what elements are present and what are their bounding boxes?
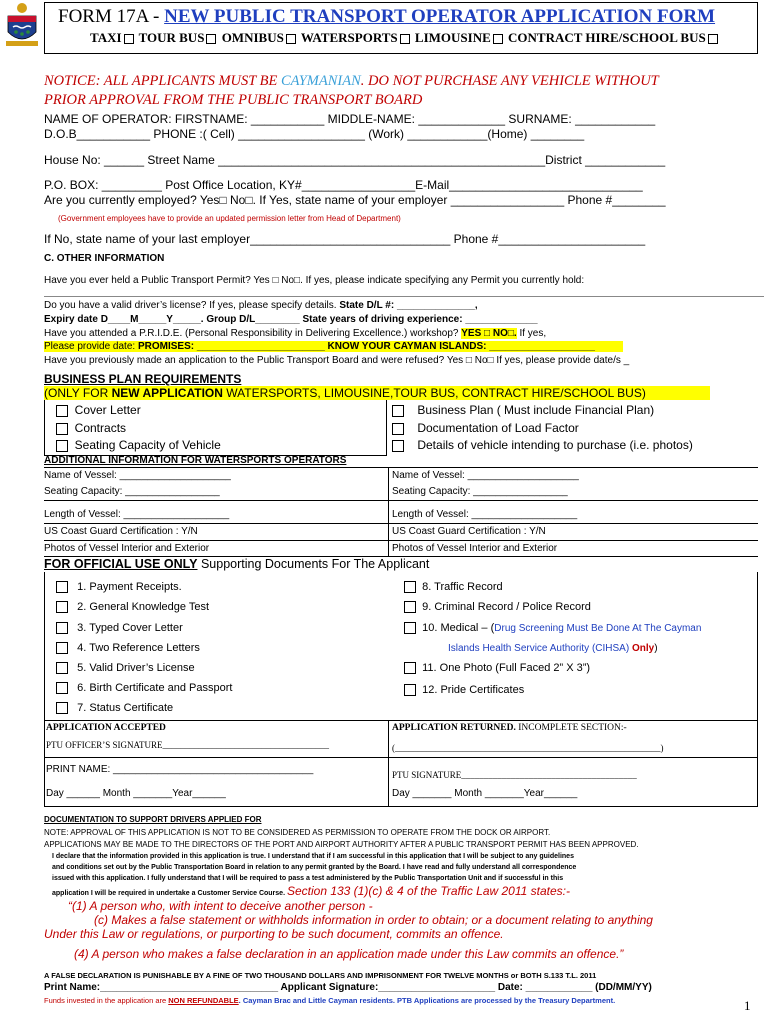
page-number: 1 <box>744 998 751 1013</box>
checkbox-watersports[interactable] <box>400 34 410 44</box>
bp-load-factor[interactable]: Documentation of Load Factor <box>392 421 579 435</box>
doc-photo[interactable]: 11. One Photo (Full Faced 2” X 3”) <box>404 662 590 674</box>
bp-seating-capacity[interactable]: Seating Capacity of Vehicle <box>56 438 221 452</box>
address-line[interactable]: House No: ______ Street Name _________________________________________________District ____________ <box>44 153 666 167</box>
ws-photos-right[interactable]: Photos of Vessel Interior and Exterior <box>392 543 558 554</box>
funds-note: Funds invested in the application are NON REFUNDABLE. Cayman Brac and Little Cayman residents. PTB Applications are processed by the Treasury Department. <box>44 996 616 1005</box>
doc-criminal-record[interactable]: 9. Criminal Record / Police Record <box>404 601 591 613</box>
ws-length-left[interactable]: Length of Vessel: ___________________ <box>44 509 230 520</box>
declaration-3: issued with this application. I fully understand that I will be required to pass a test administered by the Public Transportation Unit and if successful in this <box>52 875 564 882</box>
declaration-2: and conditions set out by the Public Transportation Board in relation to any permit granted by the Board. I have read and fully understand all correspondence <box>52 864 577 871</box>
application-accepted: APPLICATION ACCEPTED <box>46 723 166 733</box>
app-bottom-line <box>44 806 758 807</box>
operator-name-line[interactable]: NAME OF OPERATOR: FIRSTNAME: ___________ MIDDLE-NAME: _____________ SURNAME: ____________ <box>44 112 656 126</box>
ws-seating-left[interactable]: Seating Capacity: _________________ <box>44 486 220 497</box>
ptu-officer-signature[interactable]: PTU OFFICER’S SIGNATURE_____________________________________ <box>46 740 330 750</box>
incomplete-section-field[interactable]: (___________________________________________________________) <box>392 743 664 753</box>
checkbox-limousine[interactable] <box>493 34 503 44</box>
law-line-2: (c) Makes a false statement or withholds information in order to obtain; or a document relating to anything <box>94 913 653 927</box>
bp-business-plan[interactable]: Business Plan ( Must include Financial Plan) <box>392 403 654 417</box>
refused-question[interactable]: Have you previously made an application to the Public Transport Board and were refused? Yes □ No□ If yes, please provide date/s _ <box>44 355 630 366</box>
app-top-line <box>44 720 758 721</box>
law-line-1: “(1) A person who, with intent to deceive another person - <box>68 899 373 913</box>
doc-drivers-license[interactable]: 5. Valid Driver’s License <box>56 662 195 674</box>
doc-knowledge-test[interactable]: 2. General Knowledge Test <box>56 601 209 613</box>
checkbox-taxi[interactable] <box>124 34 134 44</box>
other-info-heading: C. OTHER INFORMATION <box>44 253 165 264</box>
permit-question[interactable]: Have you ever held a Public Transport Permit? Yes □ No□. If yes, please indicate specifying any Permit you currently hold: <box>44 275 585 286</box>
permit-answer-line <box>44 296 764 297</box>
ws-coast-guard-right[interactable]: US Coast Guard Certification : Y/N <box>392 526 546 537</box>
documentation-heading: DOCUMENTATION TO SUPPORT DRIVERS APPLIED FOR <box>44 815 262 824</box>
bp-vehicle-details[interactable]: Details of vehicle intending to purchase (i.e. photos) <box>392 438 693 452</box>
checkbox-omnibus[interactable] <box>286 34 296 44</box>
ptu-signature[interactable]: PTU SIGNATURE_______________________________________ <box>392 770 637 780</box>
ws-row-line-2 <box>44 500 758 501</box>
ws-row-line-1 <box>44 467 758 468</box>
doc-cover-letter[interactable]: 3. Typed Cover Letter <box>56 622 183 634</box>
doc-birth-certificate[interactable]: 6. Birth Certificate and Passport <box>56 682 232 694</box>
business-grid-left <box>44 400 45 456</box>
law-line-4: (4) A person who makes a false declaration in an application made under this Law commits an offence.” <box>74 947 624 961</box>
ws-col-line <box>388 467 389 556</box>
dob-phone-line[interactable]: D.O.B___________ PHONE :( Cell) ___________________ (Work) ____________(Home) ________ <box>44 127 585 141</box>
po-box-email-line[interactable]: P.O. BOX: _________ Post Office Location, KY#_________________E-Mail_____________________________ <box>44 178 643 192</box>
cayman-coat-of-arms-logo <box>4 2 40 48</box>
note-line-1: NOTE: APPROVAL OF THIS APPLICATION IS NOT TO BE CONSIDERED AS PERMISSION TO OPERATE FROM THE DOCK OR AIRPORT. <box>44 828 551 837</box>
ws-coast-guard-left[interactable]: US Coast Guard Certification : Y/N <box>44 526 198 537</box>
ws-seating-right[interactable]: Seating Capacity: _________________ <box>392 486 568 497</box>
form-title: FORM 17A - NEW PUBLIC TRANSPORT OPERATOR APPLICATION FORM <box>58 6 716 27</box>
official-use-heading: FOR OFFICIAL USE ONLY Supporting Documents For The Applicant <box>44 557 430 571</box>
form-title-link: NEW PUBLIC TRANSPORT OPERATOR APPLICATION FORM <box>164 6 716 27</box>
checkbox-tour-bus[interactable] <box>206 34 216 44</box>
date-left[interactable]: Day ______ Month _______Year______ <box>46 788 226 799</box>
ws-row-line-3 <box>44 523 758 524</box>
business-plan-heading: BUSINESS PLAN REQUIREMENTS <box>44 372 242 386</box>
license-details[interactable]: Expiry date D____M_____Y_____. Group D/L________ State years of driving experience: _____________ <box>44 314 538 325</box>
app-mid-line <box>388 720 389 806</box>
fine-statement: A FALSE DECLARATION IS PUNISHABLE BY A FINE OF TWO THOUSAND DOLLARS AND IMPRISONMENT FOR TWELVE MONTHS or BOTH S.133 T.L. 2011 <box>44 971 597 980</box>
app-row-line <box>44 757 758 758</box>
law-line-3: Under this Law or regulations, or purporting to be such document, commits an offence. <box>44 927 504 941</box>
ws-name-right[interactable]: Name of Vessel: ____________________ <box>392 470 579 481</box>
print-name-field[interactable]: PRINT NAME: ____________________________________ <box>46 764 314 775</box>
last-employer-line[interactable]: If No, state name of your last employer______________________________ Phone #______________________ <box>44 232 646 246</box>
government-note: (Government employees have to provide an updated permission letter from Head of Department) <box>58 214 401 223</box>
pride-question[interactable]: Have you attended a P.R.I.D.E. (Personal Responsibility in Delivering Excellence.) workshop? YES □ NO□. If yes, <box>44 328 547 339</box>
watersports-heading: ADDITIONAL INFORMATION FOR WATERSPORTS OPERATORS <box>44 455 347 466</box>
official-left-border <box>44 572 45 720</box>
ws-row-line-4 <box>44 540 758 541</box>
bp-contracts[interactable]: Contracts <box>56 421 126 435</box>
declaration-4: application I will be required in undertake a Customer Service Course. Section 133 (1)(c) & 4 of the Traffic Law 2011 states:- <box>52 884 570 898</box>
doc-status-certificate[interactable]: 7. Status Certificate <box>56 702 173 714</box>
ws-name-left[interactable]: Name of Vessel: ____________________ <box>44 470 231 481</box>
employment-line[interactable]: Are you currently employed? Yes□ No□. If Yes, state name of your employer _________________ Phone #________ <box>44 193 666 207</box>
signature-line[interactable]: Print Name:________________________________ Applicant Signature:_____________________ Date: ____________ (DD/MM/YY) <box>44 982 652 993</box>
ws-photos-left[interactable]: Photos of Vessel Interior and Exterior <box>44 543 210 554</box>
ws-length-right[interactable]: Length of Vessel: ___________________ <box>392 509 578 520</box>
doc-pride-certificates[interactable]: 12. Pride Certificates <box>404 684 524 696</box>
application-returned: APPLICATION RETURNED. INCOMPLETE SECTION:- <box>392 723 627 733</box>
declaration-1: I declare that the information provided in this application is true. I understand that if I am successful in this application that I will be subject to any guidelines <box>52 853 574 860</box>
doc-traffic-record[interactable]: 8. Traffic Record <box>404 581 503 593</box>
license-question[interactable]: Do you have a valid driver’s license? If yes, please specify details. State D/L #: ______________, <box>44 300 478 311</box>
business-grid-mid <box>386 400 387 456</box>
business-plan-subheading: (ONLY FOR NEW APPLICATION WATERSPORTS, LIMOUSINE,TOUR BUS, CONTRACT HIRE/SCHOOL BUS) <box>44 386 710 400</box>
pride-date-line[interactable]: Please provide date: PROMISES: _______________________ KNOW YOUR CAYMAN ISLANDS: ___________________ <box>44 341 623 352</box>
bp-cover-letter[interactable]: Cover Letter <box>56 403 141 417</box>
note-line-2: APPLICATIONS MAY BE MADE TO THE DIRECTORS OF THE PORT AND AIRPORT AUTHORITY AFTER A PUBLIC TRANSPORT PERMIT HAS BEEN APPROVED. <box>44 840 639 849</box>
notice: NOTICE: ALL APPLICANTS MUST BE CAYMANIAN. DO NOT PURCHASE ANY VEHICLE WITHOUT PRIOR APPROVAL FROM THE PUBLIC TRANSPORT BOARD <box>44 73 659 108</box>
checkbox-contract-hire[interactable] <box>708 34 718 44</box>
app-right-line <box>757 720 758 806</box>
app-left-line <box>44 720 45 806</box>
doc-reference-letters[interactable]: 4. Two Reference Letters <box>56 642 200 654</box>
doc-medical[interactable]: 10. Medical – (Drug Screening Must Be Done At The Cayman <box>404 622 701 634</box>
official-right-border <box>757 572 758 720</box>
transport-categories: TAXI TOUR BUS OMNIBUS WATERSPORTS LIMOUSINE CONTRACT HIRE/SCHOOL BUS <box>90 30 720 46</box>
doc-medical-cont: Islands Health Service Authority (CIHSA) Only) <box>448 643 658 654</box>
date-right[interactable]: Day _______ Month _______Year______ <box>392 788 578 799</box>
doc-payment-receipts[interactable]: 1. Payment Receipts. <box>56 581 182 593</box>
